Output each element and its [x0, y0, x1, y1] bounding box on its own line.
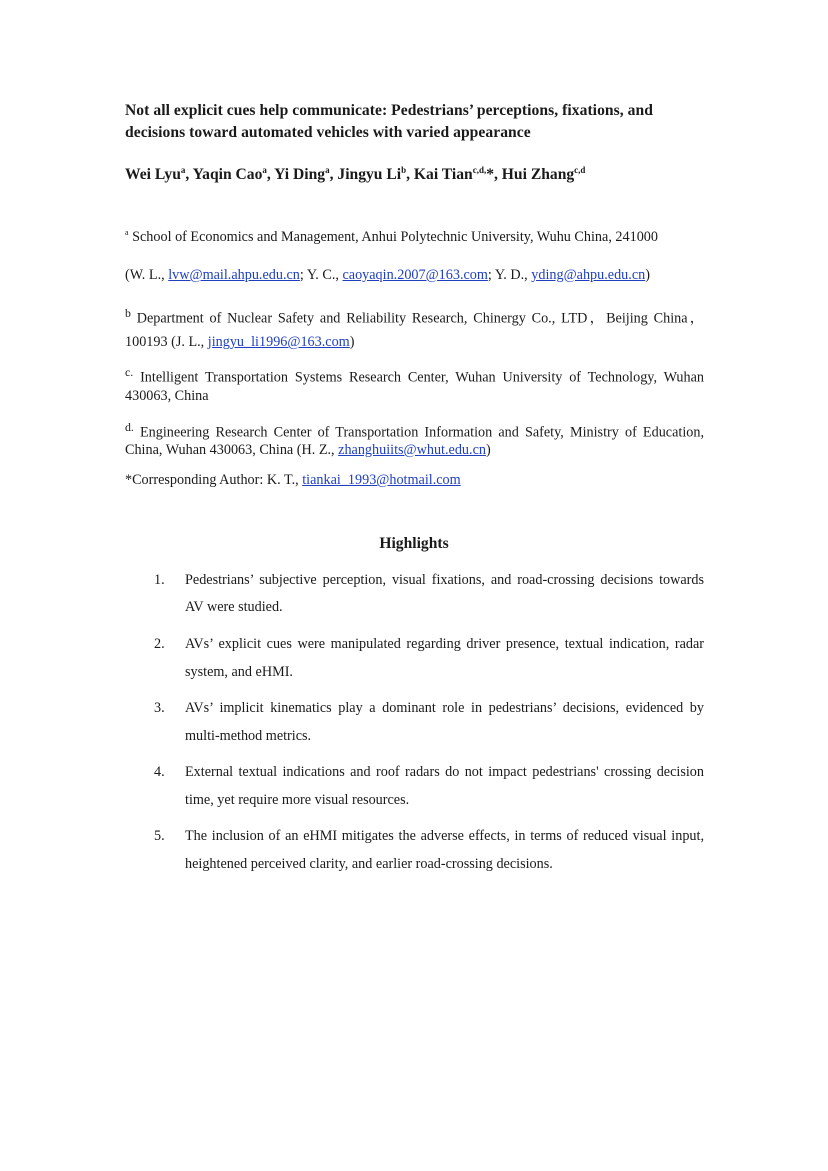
- affiliation-d-line-2: China, Wuhan 430063, China (H. Z., zhanghuiits@whut.edu.cn): [125, 442, 491, 458]
- email-link[interactable]: caoyaqin.2007@163.com: [342, 267, 488, 283]
- item-text-line-2: time, yet require more visual resources.: [185, 792, 410, 808]
- item-number: 5.: [154, 828, 165, 844]
- paper-title-line-1: Not all explicit cues help communicate: Pedestrians’ perceptions, fixations, and: [125, 102, 653, 119]
- author: Yi Ding$^a$,: [274, 165, 338, 183]
- affiliation-c-line-2: 430063, China: [125, 388, 209, 404]
- author: Jingyu Li$^b$,: [337, 165, 414, 183]
- paper-title-line-2: decisions toward automated vehicles with varied appearance: [125, 124, 531, 141]
- item-text-line-2: AV were studied.: [185, 599, 283, 615]
- email-link[interactable]: yding@ahpu.edu.cn: [531, 267, 646, 283]
- email-link[interactable]: jingyu_li1996@163.com: [207, 334, 350, 350]
- item-number: 3.: [154, 700, 165, 716]
- item-text-line-1: Pedestrians’ subjective perception, visual fixations, and road-crossing decisions towards: [185, 572, 704, 588]
- affiliation-b-line-2: 100193 (J. L., jingyu_li1996@163.com): [125, 334, 355, 350]
- item-text-line-2: heightened perceived clarity, and earlier road-crossing decisions.: [185, 856, 553, 872]
- highlights-heading: Highlights: [379, 535, 449, 552]
- item-text-line-1: The inclusion of an eHMI mitigates the adverse effects, in terms of reduced visual input,: [185, 828, 704, 844]
- corresponding-author: *Corresponding Author: K. T., tiankai_1993@hotmail.com: [125, 472, 461, 488]
- affiliation-a-emails: (W. L., lvw@mail.ahpu.edu.cn; Y. C., caoyaqin.2007@163.com; Y. D., yding@ahpu.edu.cn): [125, 267, 650, 283]
- email-link[interactable]: zhanghuiits@whut.edu.cn: [338, 442, 486, 458]
- item-text-line-2: system, and eHMI.: [185, 664, 293, 680]
- item-text-line-1: AVs’ implicit kinematics play a dominant role in pedestrians’ decisions, evidenced by: [185, 700, 704, 716]
- email-link[interactable]: lvw@mail.ahpu.edu.cn: [168, 267, 300, 283]
- author: Hui Zhang$^{c,d}$: [501, 165, 586, 183]
- affiliation-b: $^b$ Department of Nuclear Safety and Reliability Research, Chinergy Co., LTD，Beijing China，: [125, 306, 704, 327]
- affiliation-c: $^{c.}$ Intelligent Transportation Systems Research Center, Wuhan University of Technology, Wuhan: [125, 365, 704, 386]
- author: Kai Tian$^{c,d,}$*,: [413, 165, 502, 183]
- item-number: 1.: [154, 572, 165, 588]
- author: Yaqin Cao$^a$,: [192, 165, 275, 183]
- item-number: 2.: [154, 636, 165, 652]
- item-text-line-1: External textual indications and roof radars do not impact pedestrians' crossing decision: [185, 764, 704, 780]
- affiliation-d: $^{d.}$ Engineering Research Center of Transportation Information and Safety, Ministry of Education,: [125, 420, 704, 441]
- item-text-line-1: AVs’ explicit cues were manipulated regarding driver presence, textual indication, radar: [185, 636, 704, 652]
- item-text-line-2: multi-method metrics.: [185, 728, 312, 744]
- author: Wei Lyu$^a$,: [125, 165, 193, 183]
- email-link[interactable]: tiankai_1993@hotmail.com: [302, 472, 461, 488]
- item-number: 4.: [154, 764, 165, 780]
- affiliation-a: $^a$ School of Economics and Management, Anhui Polytechnic University, Wuhu China, 241000: [125, 228, 658, 245]
- author-list: [125, 166, 585, 184]
